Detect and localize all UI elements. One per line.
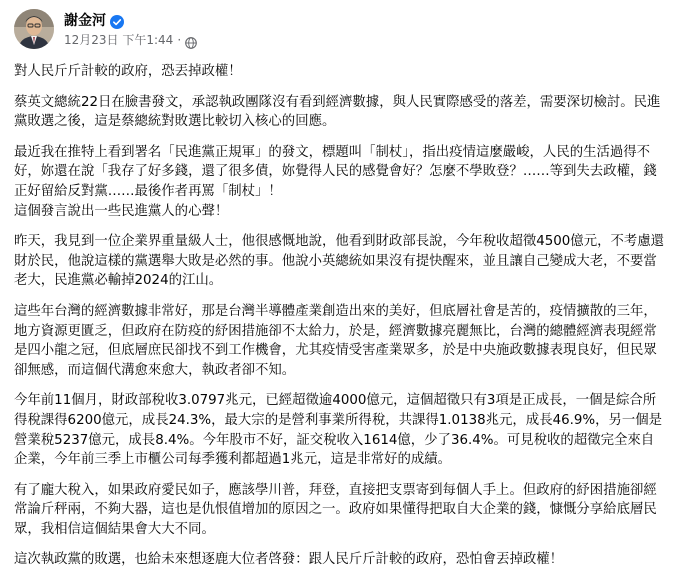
author-avatar[interactable]	[14, 9, 54, 49]
author-name[interactable]: 謝金河	[64, 13, 106, 29]
post-paragraph: 蔡英文總統22日在臉書發文，承認執政團隊沒有看到經濟數據，與人民實際感受的落差，需要深切檢討。民進黨敗選之後，這是蔡總統對敗選比較切入核心的回應。	[14, 94, 661, 130]
post-meta	[64, 9, 197, 48]
verified-badge-icon	[110, 14, 124, 28]
post-body	[14, 62, 666, 570]
post-paragraph: 這個發言說出一些民進黨人的心聲！	[14, 203, 229, 219]
post-paragraph: 有了龐大稅入，如果政府愛民如子，應該學川普，拜登，直接把支票寄到每個人手上。但政府的紓困措施卻經常論斤秤兩，不夠大器，這也是仇恨值增加的原因之一。政府如果懂得把取自大企業的錢，慷慨分享給底層民眾，我相信這個結果會大大不同。	[14, 482, 657, 537]
globe-icon[interactable]	[185, 34, 197, 46]
post-paragraph: 這些年台灣的經濟數據非常好，那是台灣半導體產業創造出來的美好，但底層社會是苦的，疫情擴散的三年，地方資源更匱乏，但政府在防疫的紓困措施卻不太給力，於是，經濟數據亮麗無比，台灣的總體經濟表現經常是四小龍之冠，但底層庶民卻找不到工作機會，尤其疫情受害產業眾多，於是中央施政數據表現良好，但民眾卻無感，而這個代溝愈來愈大，執政者卻不知。	[14, 303, 657, 378]
post-paragraph-headline: 對人民斤斤計較的政府，恐丟掉政權！	[14, 64, 242, 79]
post-paragraph-closing: 這次執政黨的敗選，也給未來想逐鹿大位者啓發：跟人民斤斤計較的政府，恐怕會丟掉政權！	[14, 552, 564, 568]
post-subline	[64, 32, 197, 48]
avatar-portrait	[14, 9, 54, 49]
post-paragraph: 最近我在推特上看到署名「民進黨正規軍」的發文，標題叫「制杖」，指出疫情這麼嚴峻，人民的生活過得不好，妳還在說「我存了好多錢，還了很多債，妳覺得人民的感覺會好？怎麼不學敗登？……等到失去政權，錢正好留給反對黨……最後作者再罵「制杖」！	[14, 144, 657, 199]
separator-dot: ·	[177, 33, 182, 47]
post-timestamp[interactable]: 12月23日 下午1:44	[64, 33, 174, 47]
post-paragraph: 昨天，我見到一位企業界重量級人士，他很感慨地說，他看到財政部長說，今年稅收超徵4500億元，不考慮還財於民，他說這樣的黨選舉大敗是必然的事。他說小英總統如果沒有提快醒來，並且讓自己變成大老，不要當老大，民進黨必輸掉2024的江山。	[14, 234, 665, 289]
post-paragraph: 今年前11個月，財政部稅收3.0797兆元，已經超徵逾4000億元，這個超徵只有3項是正成長，一個是綜合所得稅課得6200億元，成長24.3%，最大宗的是營利事業所得稅，共課得1.0138兆元，成長46.9%，另一個是營業稅5237億元，成長8.4%。今年股市不好，証交稅收入1614億，少了36.4%。可見稅收的超徵完全來自企業，今年前三季上市櫃公司每季獲利都超過1兆元，這是非常好的成績。	[14, 393, 663, 468]
author-name-row	[64, 11, 197, 31]
post-header	[14, 9, 197, 53]
